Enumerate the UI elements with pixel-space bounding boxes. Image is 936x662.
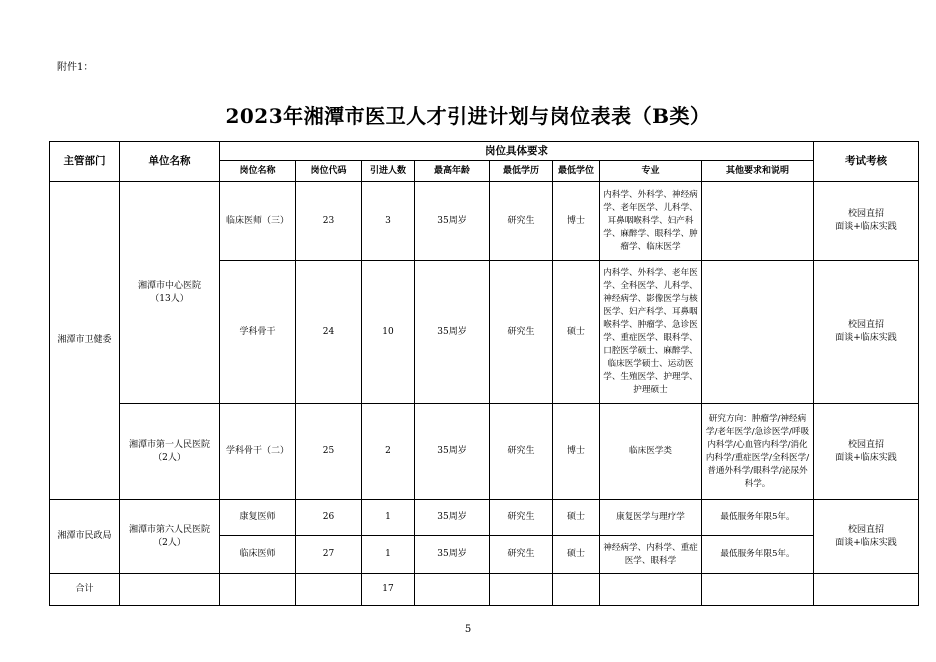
notes-cell: 研究方向：肿瘤学/神经病学/老年医学/急诊医学/呼吸内科学/心血管内科学/消化内科学/重症医学/全科医学/普通外科学/眼科学/泌尿外科学。	[702, 404, 814, 500]
count-cell: 1	[362, 500, 415, 536]
unit-cell	[120, 404, 220, 500]
header-count: 引进人数	[362, 161, 415, 182]
age-cell: 35周岁	[415, 500, 490, 536]
code-cell: 23	[296, 182, 362, 261]
position-cell: 学科骨干（二）	[220, 404, 296, 500]
unit-name: 湘潭市中心医院	[137, 280, 201, 291]
empty-cell	[296, 574, 362, 606]
empty-cell	[220, 574, 296, 606]
total-count: 17	[362, 574, 415, 606]
major-cell	[600, 261, 702, 404]
exam-cell	[814, 500, 919, 574]
exam-content: 面谈+临床实践	[835, 222, 897, 232]
code-cell: 24	[296, 261, 362, 404]
header-row	[50, 142, 919, 161]
degree-cell: 硕士	[553, 261, 600, 404]
table-row	[50, 500, 919, 536]
exam-content: 面谈+临床实践	[835, 452, 897, 463]
empty-cell	[814, 574, 919, 606]
header-notes: 其他要求和说明	[702, 161, 814, 182]
code-cell: 26	[296, 500, 362, 536]
count-cell: 3	[362, 182, 415, 261]
header-major: 专业	[600, 161, 702, 182]
header-code: 岗位代码	[296, 161, 362, 182]
unit-name: 湘潭市第六人民医院	[128, 524, 210, 535]
position-cell: 康复医师	[220, 500, 296, 536]
unit-count: （13人）	[150, 293, 189, 304]
exam-method: 校园直招	[847, 320, 884, 330]
notes-cell	[702, 261, 814, 404]
exam-method: 校园直招	[847, 439, 884, 450]
total-label: 合计	[50, 574, 120, 606]
count-cell: 1	[362, 536, 415, 574]
table-row	[50, 182, 919, 261]
age-cell: 35周岁	[415, 404, 490, 500]
empty-cell	[120, 574, 220, 606]
unit-count: （2人）	[153, 537, 186, 548]
attachment-label: 附件1：	[57, 62, 94, 73]
header-unit: 单位名称	[120, 142, 220, 182]
degree-cell: 博士	[553, 182, 600, 261]
exam-cell	[814, 261, 919, 404]
exam-cell	[814, 404, 919, 500]
position-cell: 临床医师	[220, 536, 296, 574]
unit-cell	[120, 500, 220, 574]
count-cell: 2	[362, 404, 415, 500]
age-cell: 35周岁	[415, 182, 490, 261]
degree-cell: 硕士	[553, 500, 600, 536]
notes-cell	[702, 182, 814, 261]
education-cell: 研究生	[490, 500, 553, 536]
exam-content: 面谈+临床实践	[835, 537, 897, 548]
position-cell: 临床医师（三）	[220, 182, 296, 261]
header-age: 最高年龄	[415, 161, 490, 182]
page-title: 2023年湘潭市医卫人才引进计划与岗位表表（B类）	[225, 104, 711, 128]
count-cell: 10	[362, 261, 415, 404]
table-row	[50, 404, 919, 500]
code-cell: 25	[296, 404, 362, 500]
header-position: 岗位名称	[220, 161, 296, 182]
notes-cell: 最低服务年限5年。	[702, 536, 814, 574]
major-cell: 内科学、外科学、神经病学、老年医学、儿科学、耳鼻咽喉科学、妇产科学、麻醉学、眼科学、肿瘤学、临床医学	[600, 182, 702, 261]
empty-cell	[415, 574, 490, 606]
header-degree: 最低学位	[553, 161, 600, 182]
major-text: 内科学、外科学、老年医学、全科医学、儿科学、神经病学、影像医学与核医学、妇产科学、耳鼻咽喉科学、肿瘤学、急诊医学、重症医学、眼科学、口腔医学硕士、麻醉学、临床医学硕士、运动医学、生殖医学、护理学、护理硕士	[603, 268, 698, 395]
unit-name: 湘潭市第一人民医院	[128, 439, 210, 450]
exam-cell	[814, 182, 919, 261]
dept-cell: 湘潭市民政局	[50, 500, 120, 574]
education-cell: 研究生	[490, 536, 553, 574]
education-cell: 研究生	[490, 404, 553, 500]
age-cell: 35周岁	[415, 536, 490, 574]
header-education: 最低学历	[490, 161, 553, 182]
dept-cell: 湘潭市卫健委	[50, 182, 120, 500]
exam-method: 校园直招	[847, 209, 884, 219]
position-cell: 学科骨干	[220, 261, 296, 404]
empty-cell	[600, 574, 702, 606]
major-cell: 康复医学与理疗学	[600, 500, 702, 536]
exam-method: 校园直招	[847, 524, 884, 535]
notes-cell: 最低服务年限5年。	[702, 500, 814, 536]
degree-cell: 博士	[553, 404, 600, 500]
major-cell: 神经病学、内科学、重症医学、眼科学	[600, 536, 702, 574]
empty-cell	[702, 574, 814, 606]
header-dept: 主管部门	[50, 142, 120, 182]
header-exam: 考试考核	[814, 142, 919, 182]
empty-cell	[553, 574, 600, 606]
unit-count: （2人）	[153, 452, 186, 463]
education-cell: 研究生	[490, 261, 553, 404]
exam-content: 面谈+临床实践	[835, 333, 897, 343]
empty-cell	[490, 574, 553, 606]
code-cell: 27	[296, 536, 362, 574]
education-cell: 研究生	[490, 182, 553, 261]
degree-cell: 硕士	[553, 536, 600, 574]
unit-cell	[120, 182, 220, 404]
page-number: 5	[464, 624, 472, 635]
major-cell: 临床医学类	[600, 404, 702, 500]
age-cell: 35周岁	[415, 261, 490, 404]
total-row	[50, 574, 919, 606]
header-job-requirements: 岗位具体要求	[220, 142, 814, 161]
recruitment-table	[49, 141, 919, 606]
